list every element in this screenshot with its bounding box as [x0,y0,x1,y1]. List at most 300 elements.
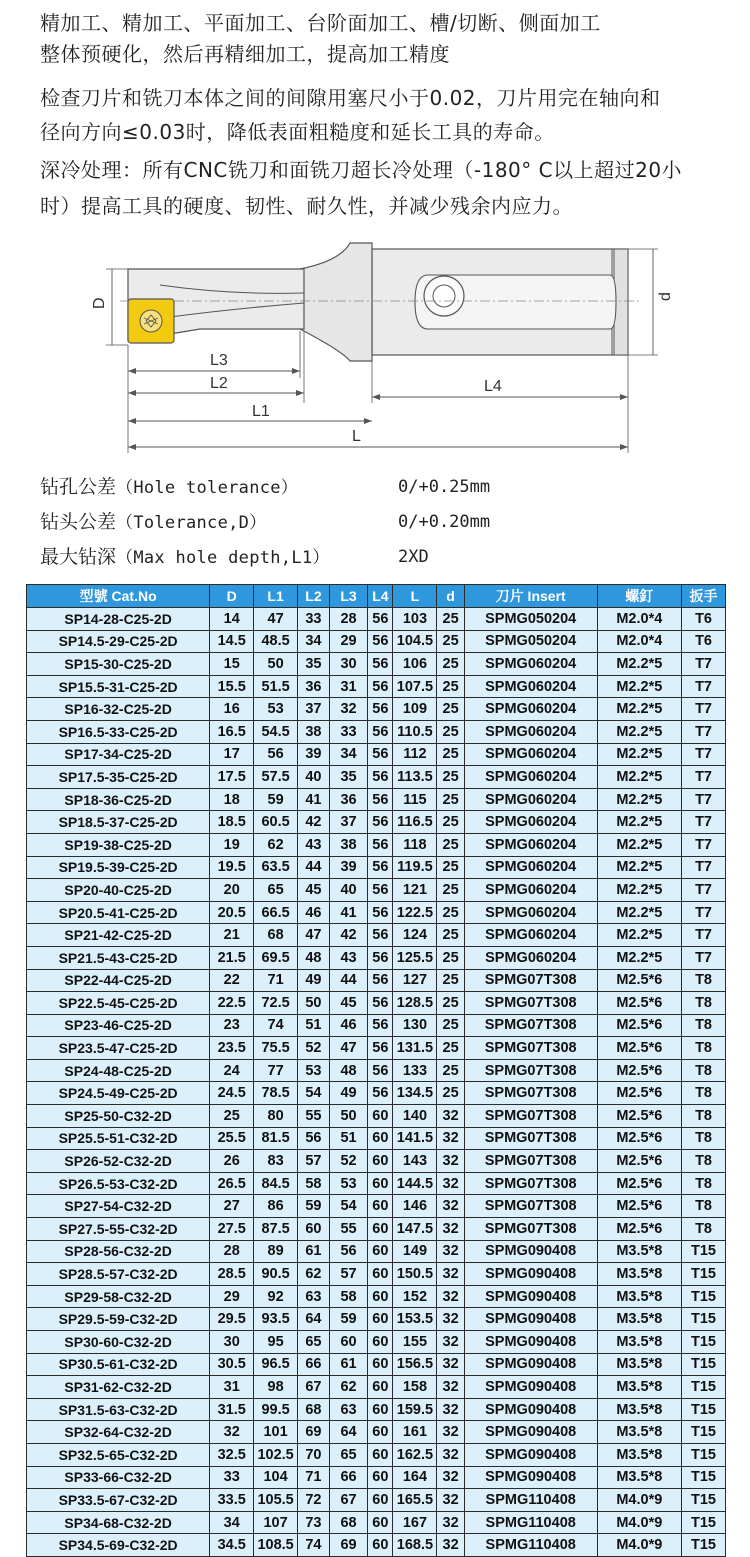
cell-screw: M2.2*5 [597,698,681,721]
cell-insert: SPMG07T308 [464,1127,597,1150]
cell-L3: 51 [329,1127,367,1150]
label-L: L [352,428,361,445]
cell-wrench: T15 [682,1466,726,1489]
table-body [27,608,726,1557]
cell-screw: M3.5*8 [597,1263,681,1286]
cell-wrench: T8 [682,1082,726,1105]
cell-insert: SPMG060204 [464,901,597,924]
cell-cat-no: SP27.5-55-C32-2D [27,1218,210,1241]
param-label-en: （Tolerance,D） [116,513,267,533]
cell-cat-no: SP17.5-35-C25-2D [27,766,210,789]
cell-cat-no: SP14-28-C25-2D [27,608,210,631]
cell-d: 32 [437,1285,464,1308]
cell-screw: M2.5*6 [597,1037,681,1060]
cell-D: 31.5 [210,1398,254,1421]
cell-screw: M2.5*6 [597,969,681,992]
cell-L1: 57.5 [254,766,298,789]
table-row [27,1376,726,1399]
table-row [27,743,726,766]
cell-d: 25 [437,720,464,743]
cell-d: 25 [437,1082,464,1105]
cell-D: 14 [210,608,254,631]
cell-wrench: T15 [682,1240,726,1263]
cell-D: 23.5 [210,1037,254,1060]
cell-D: 20 [210,879,254,902]
cell-L: 106 [393,653,437,676]
cell-d: 32 [437,1466,464,1489]
cell-d: 32 [437,1511,464,1534]
cell-L3: 34 [329,743,367,766]
cell-screw: M2.2*5 [597,946,681,969]
cell-insert: SPMG07T308 [464,1195,597,1218]
cell-L1: 90.5 [254,1263,298,1286]
cell-L4: 56 [368,1059,393,1082]
cell-L: 144.5 [393,1172,437,1195]
cell-screw: M2.5*6 [597,1014,681,1037]
cell-L2: 46 [298,901,330,924]
cell-L1: 63.5 [254,856,298,879]
cell-insert: SPMG07T308 [464,992,597,1015]
cell-d: 32 [437,1308,464,1331]
cell-cat-no: SP23-46-C25-2D [27,1014,210,1037]
cell-cat-no: SP19.5-39-C25-2D [27,856,210,879]
cell-L1: 56 [254,743,298,766]
table-row [27,1263,726,1286]
cell-L1: 80 [254,1105,298,1128]
cell-L: 127 [393,969,437,992]
cell-d: 32 [437,1105,464,1128]
cell-L: 141.5 [393,1127,437,1150]
cell-L3: 60 [329,1331,367,1354]
cell-L2: 63 [298,1285,330,1308]
cell-D: 24.5 [210,1082,254,1105]
cell-insert: SPMG090408 [464,1443,597,1466]
cell-D: 32 [210,1421,254,1444]
cell-L4: 56 [368,720,393,743]
table-row [27,1195,726,1218]
cell-L: 125.5 [393,946,437,969]
cell-D: 26.5 [210,1172,254,1195]
cell-L4: 60 [368,1331,393,1354]
cell-L2: 42 [298,811,330,834]
spec-table [26,584,726,1557]
cell-L2: 51 [298,1014,330,1037]
cell-D: 27 [210,1195,254,1218]
cell-L2: 43 [298,833,330,856]
cell-d: 32 [437,1353,464,1376]
cell-L4: 56 [368,1014,393,1037]
cell-screw: M2.2*5 [597,653,681,676]
table-row [27,630,726,653]
table-row [27,675,726,698]
cell-L2: 72 [298,1489,330,1512]
cell-insert: SPMG07T308 [464,1105,597,1128]
cell-L2: 59 [298,1195,330,1218]
cell-L2: 54 [298,1082,330,1105]
cell-L2: 53 [298,1059,330,1082]
cell-d: 25 [437,811,464,834]
cell-screw: M2.2*5 [597,720,681,743]
cell-L4: 56 [368,608,393,631]
cell-L1: 96.5 [254,1353,298,1376]
label-L3: L3 [210,352,228,369]
cell-L4: 60 [368,1466,393,1489]
param-label-cn: 最大钻深 [40,546,117,568]
cell-D: 34.5 [210,1534,254,1557]
cell-L1: 104 [254,1466,298,1489]
cell-L: 161 [393,1421,437,1444]
spec-params [0,468,750,578]
cell-L1: 66.5 [254,901,298,924]
cell-wrench: T15 [682,1489,726,1512]
cell-wrench: T8 [682,969,726,992]
cell-L2: 65 [298,1331,330,1354]
cell-insert: SPMG060204 [464,698,597,721]
cell-screw: M2.2*5 [597,879,681,902]
cell-cat-no: SP32-64-C32-2D [27,1421,210,1444]
cell-d: 32 [437,1489,464,1512]
cell-d: 25 [437,766,464,789]
cell-insert: SPMG060204 [464,833,597,856]
cell-L: 131.5 [393,1037,437,1060]
table-row [27,811,726,834]
cell-screw: M3.5*8 [597,1308,681,1331]
cell-insert: SPMG07T308 [464,969,597,992]
cell-L3: 62 [329,1376,367,1399]
cell-L2: 70 [298,1443,330,1466]
cell-L3: 57 [329,1263,367,1286]
cell-L4: 56 [368,698,393,721]
cell-wrench: T8 [682,1172,726,1195]
cell-D: 19.5 [210,856,254,879]
table-row [27,901,726,924]
cell-wrench: T15 [682,1511,726,1534]
cell-screw: M2.2*5 [597,743,681,766]
cell-L: 107.5 [393,675,437,698]
table-row [27,1285,726,1308]
cell-wrench: T8 [682,1218,726,1241]
cell-D: 25.5 [210,1127,254,1150]
cell-d: 25 [437,653,464,676]
cell-L1: 78.5 [254,1082,298,1105]
cell-L1: 68 [254,924,298,947]
cell-L: 104.5 [393,630,437,653]
param-label-en: （Hole tolerance） [116,478,299,498]
cell-L4: 60 [368,1285,393,1308]
cell-D: 32.5 [210,1443,254,1466]
cell-L3: 46 [329,1014,367,1037]
cell-L: 152 [393,1285,437,1308]
cell-wrench: T6 [682,630,726,653]
cell-L3: 36 [329,788,367,811]
table-row [27,992,726,1015]
cell-L2: 55 [298,1105,330,1128]
table-row [27,1443,726,1466]
cell-L4: 56 [368,856,393,879]
table-row [27,766,726,789]
header-L: L [393,585,437,608]
cell-cat-no: SP25-50-C32-2D [27,1105,210,1128]
cell-L1: 74 [254,1014,298,1037]
cell-L3: 29 [329,630,367,653]
cell-L2: 48 [298,946,330,969]
cell-L2: 44 [298,856,330,879]
cell-D: 14.5 [210,630,254,653]
header-D: D [210,585,254,608]
cell-screw: M3.5*8 [597,1353,681,1376]
cell-D: 17.5 [210,766,254,789]
cell-D: 31 [210,1376,254,1399]
cell-L3: 31 [329,675,367,698]
cell-L2: 61 [298,1240,330,1263]
cell-screw: M3.5*8 [597,1240,681,1263]
param-value: 2XD [398,547,429,567]
cell-L1: 51.5 [254,675,298,698]
label-D: D [91,297,108,309]
cell-L1: 47 [254,608,298,631]
cell-cat-no: SP22-44-C25-2D [27,969,210,992]
cell-L1: 92 [254,1285,298,1308]
cell-D: 22 [210,969,254,992]
cell-wrench: T15 [682,1398,726,1421]
cell-d: 32 [437,1331,464,1354]
cell-insert: SPMG060204 [464,675,597,698]
cell-L4: 60 [368,1511,393,1534]
cell-cat-no: SP24.5-49-C25-2D [27,1082,210,1105]
label-d: d [657,292,674,301]
cell-L4: 56 [368,630,393,653]
cell-d: 25 [437,833,464,856]
cell-L3: 53 [329,1172,367,1195]
param-value: 0/+0.20mm [398,512,491,532]
cell-L3: 48 [329,1059,367,1082]
table-row [27,833,726,856]
cell-wrench: T15 [682,1376,726,1399]
cell-screw: M2.5*6 [597,992,681,1015]
cell-cat-no: SP18-36-C25-2D [27,788,210,811]
cell-d: 25 [437,743,464,766]
cell-cat-no: SP24-48-C25-2D [27,1059,210,1082]
cell-L2: 34 [298,630,330,653]
cell-cat-no: SP16.5-33-C25-2D [27,720,210,743]
cell-cat-no: SP34.5-69-C32-2D [27,1534,210,1557]
cell-d: 25 [437,969,464,992]
cell-L: 155 [393,1331,437,1354]
cell-L4: 60 [368,1443,393,1466]
cell-insert: SPMG060204 [464,811,597,834]
cell-L3: 69 [329,1534,367,1557]
cell-insert: SPMG090408 [464,1285,597,1308]
cell-insert: SPMG07T308 [464,1218,597,1241]
cell-L: 156.5 [393,1353,437,1376]
cell-cat-no: SP29-58-C32-2D [27,1285,210,1308]
cell-D: 22.5 [210,992,254,1015]
cell-screw: M2.2*5 [597,856,681,879]
cell-L4: 60 [368,1398,393,1421]
cell-insert: SPMG090408 [464,1353,597,1376]
intro-line: 径向方向≤0.03时，降低表面粗糙度和延长工具的寿命。 [40,120,555,144]
cell-L1: 62 [254,833,298,856]
cell-cat-no: SP20-40-C25-2D [27,879,210,902]
cell-L2: 74 [298,1534,330,1557]
cell-L1: 59 [254,788,298,811]
cell-screw: M4.0*9 [597,1534,681,1557]
cell-L: 146 [393,1195,437,1218]
cell-L4: 60 [368,1263,393,1286]
param-label-cn: 钻孔公差 [40,476,117,498]
cell-insert: SPMG060204 [464,743,597,766]
cell-L1: 87.5 [254,1218,298,1241]
intro-line: 深冷处理：所有CNC铣刀和面铣刀超长冷处理（-180° C以上超过20小 [40,158,683,182]
cell-d: 25 [437,901,464,924]
cell-D: 21 [210,924,254,947]
cell-d: 25 [437,992,464,1015]
cell-D: 16.5 [210,720,254,743]
cell-L3: 30 [329,653,367,676]
cell-screw: M3.5*8 [597,1443,681,1466]
cell-L3: 39 [329,856,367,879]
cell-wrench: T7 [682,720,726,743]
cell-L4: 56 [368,675,393,698]
table-row [27,1511,726,1534]
cell-L: 103 [393,608,437,631]
cell-L3: 37 [329,811,367,834]
cell-L2: 64 [298,1308,330,1331]
cell-L4: 56 [368,879,393,902]
cell-insert: SPMG060204 [464,720,597,743]
cell-L2: 69 [298,1421,330,1444]
drill-diagram-svg [60,233,700,463]
cell-L3: 61 [329,1353,367,1376]
cell-D: 25 [210,1105,254,1128]
cell-cat-no: SP32.5-65-C32-2D [27,1443,210,1466]
cell-L3: 41 [329,901,367,924]
table-row [27,1240,726,1263]
table-row [27,1489,726,1512]
table-row [27,1172,726,1195]
cell-screw: M2.5*6 [597,1127,681,1150]
cell-L3: 28 [329,608,367,631]
cell-L1: 60.5 [254,811,298,834]
cell-insert: SPMG060204 [464,879,597,902]
cell-cat-no: SP21-42-C25-2D [27,924,210,947]
cell-d: 25 [437,879,464,902]
cell-L3: 66 [329,1466,367,1489]
cell-L2: 35 [298,653,330,676]
cell-L4: 60 [368,1195,393,1218]
cell-insert: SPMG090408 [464,1308,597,1331]
cell-D: 28.5 [210,1263,254,1286]
cell-insert: SPMG07T308 [464,1082,597,1105]
cell-cat-no: SP15.5-31-C25-2D [27,675,210,698]
table-row [27,1059,726,1082]
cell-insert: SPMG060204 [464,788,597,811]
table-row [27,924,726,947]
cell-D: 29 [210,1285,254,1308]
cell-cat-no: SP21.5-43-C25-2D [27,946,210,969]
cell-insert: SPMG07T308 [464,1172,597,1195]
cell-L4: 56 [368,992,393,1015]
cell-cat-no: SP30.5-61-C32-2D [27,1353,210,1376]
cell-L3: 35 [329,766,367,789]
cell-wrench: T7 [682,788,726,811]
cell-L1: 108.5 [254,1534,298,1557]
cell-d: 25 [437,1059,464,1082]
cell-screw: M2.2*5 [597,901,681,924]
table-row [27,969,726,992]
cell-D: 21.5 [210,946,254,969]
table-row [27,1218,726,1241]
intro-line: 精加工、精加工、平面加工、台阶面加工、槽/切断、侧面加工 [40,11,601,35]
table-row [27,720,726,743]
cell-L4: 56 [368,833,393,856]
cell-wrench: T8 [682,992,726,1015]
cell-L1: 83 [254,1150,298,1173]
cell-D: 30.5 [210,1353,254,1376]
cell-D: 30 [210,1331,254,1354]
header-screw: 螺釘 [597,585,681,608]
cell-L: 134.5 [393,1082,437,1105]
cell-L2: 45 [298,879,330,902]
cell-L: 113.5 [393,766,437,789]
cell-L4: 56 [368,969,393,992]
shank-screw-hole-inner [433,285,455,307]
cell-cat-no: SP17-34-C25-2D [27,743,210,766]
cell-L2: 73 [298,1511,330,1534]
cell-L3: 63 [329,1398,367,1421]
cell-L1: 93.5 [254,1308,298,1331]
cell-L: 116.5 [393,811,437,834]
param-label-cn: 钻头公差 [40,511,117,533]
cell-d: 25 [437,1037,464,1060]
cell-L4: 60 [368,1240,393,1263]
table-row [27,698,726,721]
cell-insert: SPMG060204 [464,653,597,676]
param-row-tolerance-d [40,507,700,537]
cell-d: 25 [437,630,464,653]
cell-L1: 86 [254,1195,298,1218]
cell-L3: 58 [329,1285,367,1308]
cell-L: 167 [393,1511,437,1534]
cell-wrench: T7 [682,811,726,834]
cell-L: 115 [393,788,437,811]
cell-d: 25 [437,608,464,631]
cell-insert: SPMG07T308 [464,1037,597,1060]
table-row [27,1331,726,1354]
cell-wrench: T7 [682,924,726,947]
cell-cat-no: SP25.5-51-C32-2D [27,1127,210,1150]
cell-d: 32 [437,1534,464,1557]
cell-cat-no: SP15-30-C25-2D [27,653,210,676]
cell-cat-no: SP31-62-C32-2D [27,1376,210,1399]
cell-L: 133 [393,1059,437,1082]
cell-screw: M3.5*8 [597,1466,681,1489]
cell-screw: M2.0*4 [597,630,681,653]
cell-L1: 95 [254,1331,298,1354]
cell-L3: 33 [329,720,367,743]
cell-L3: 49 [329,1082,367,1105]
cell-insert: SPMG090408 [464,1376,597,1399]
cell-cat-no: SP19-38-C25-2D [27,833,210,856]
cell-wrench: T7 [682,879,726,902]
cell-wrench: T7 [682,698,726,721]
table-row [27,1127,726,1150]
cell-L2: 52 [298,1037,330,1060]
cell-L1: 98 [254,1376,298,1399]
cell-L: 153.5 [393,1308,437,1331]
cell-L2: 60 [298,1218,330,1241]
cell-d: 32 [437,1150,464,1173]
